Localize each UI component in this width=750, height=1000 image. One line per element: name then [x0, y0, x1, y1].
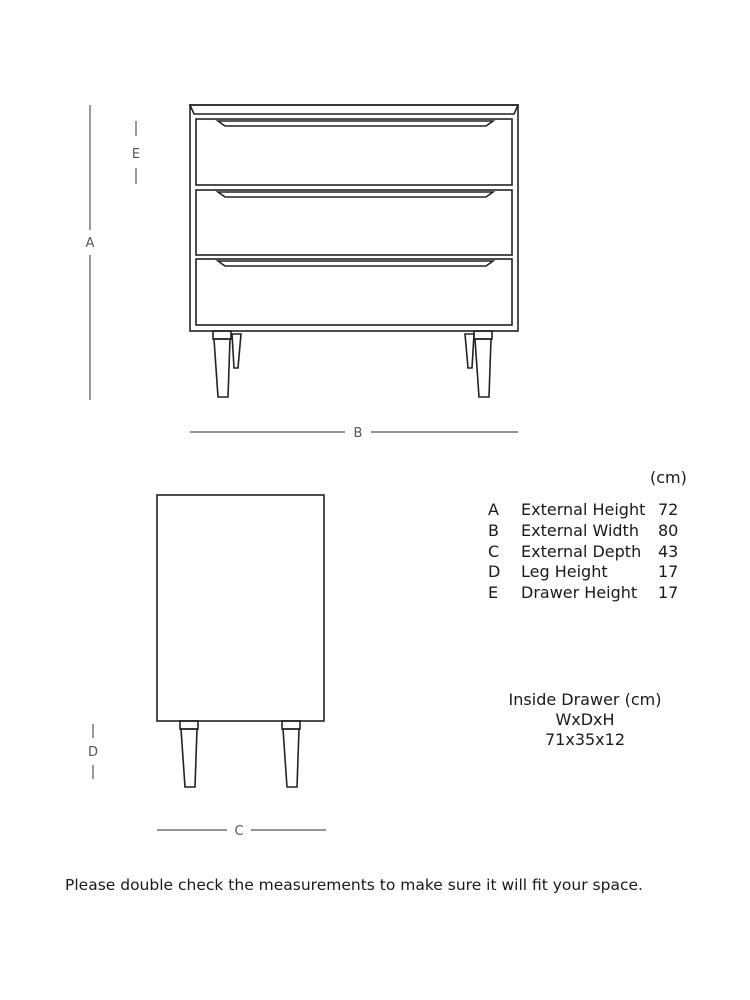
drawer-2: [196, 190, 512, 255]
measurement-row: [488, 542, 688, 563]
side-left-leg-cap: [180, 721, 198, 729]
front-top-board: [190, 105, 518, 114]
front-right-leg: [475, 339, 491, 397]
measurement-key: D: [488, 562, 501, 582]
measurement-name: External Depth: [521, 541, 642, 561]
side-left-leg: [181, 729, 197, 787]
measurement-value: 72: [658, 500, 679, 519]
measurement-name: Drawer Height: [521, 583, 638, 603]
front-left-leg-cap: [213, 331, 231, 339]
measurement-name: External Width: [521, 520, 639, 540]
measurement-value: 17: [658, 562, 679, 582]
measurement-key: B: [488, 520, 499, 540]
measurement-name: Leg Height: [521, 562, 608, 582]
dimension-label-d: D: [87, 745, 99, 760]
dimension-label-a: A: [85, 236, 95, 251]
dimension-label-c: C: [234, 824, 244, 839]
drawer-3: [196, 259, 512, 325]
measurement-key: C: [488, 541, 500, 561]
measurement-name: External Height: [521, 500, 646, 519]
dimension-label-b: B: [353, 426, 363, 441]
measurement-row: [488, 500, 688, 521]
drawer-1: [196, 119, 512, 185]
front-right-leg-cap: [474, 331, 492, 339]
measurement-key: A: [488, 500, 499, 519]
inside-drawer-value: 71x35x12: [544, 730, 625, 749]
inside-drawer-block: [500, 690, 670, 750]
fit-space-note: Please double check the measurements to make sure it will fit your space.: [65, 876, 643, 894]
front-left-leg: [214, 339, 230, 397]
unit-label: (cm): [650, 468, 687, 487]
dimension-label-e: E: [131, 147, 141, 162]
inside-drawer-format: WxDxH: [555, 710, 615, 729]
front-carcass: [190, 105, 518, 331]
measurement-value: 43: [658, 541, 679, 561]
drawer-2-handle: [218, 192, 493, 197]
drawer-3-handle: [218, 261, 493, 266]
side-right-leg-cap: [282, 721, 300, 729]
front-right-back-leg: [465, 334, 474, 368]
measurement-table: [488, 500, 688, 604]
front-left-back-leg: [232, 334, 241, 368]
side-right-leg: [283, 729, 299, 787]
measurement-key: E: [488, 583, 499, 603]
measurement-value: 17: [658, 583, 679, 603]
measurement-value: 80: [658, 520, 679, 540]
measurement-row: [488, 583, 688, 604]
drawer-1-handle: [218, 121, 493, 126]
inside-drawer-title: Inside Drawer (cm): [508, 690, 662, 709]
measurement-row: [488, 562, 688, 583]
side-carcass: [157, 495, 324, 721]
measurement-row: [488, 521, 688, 542]
